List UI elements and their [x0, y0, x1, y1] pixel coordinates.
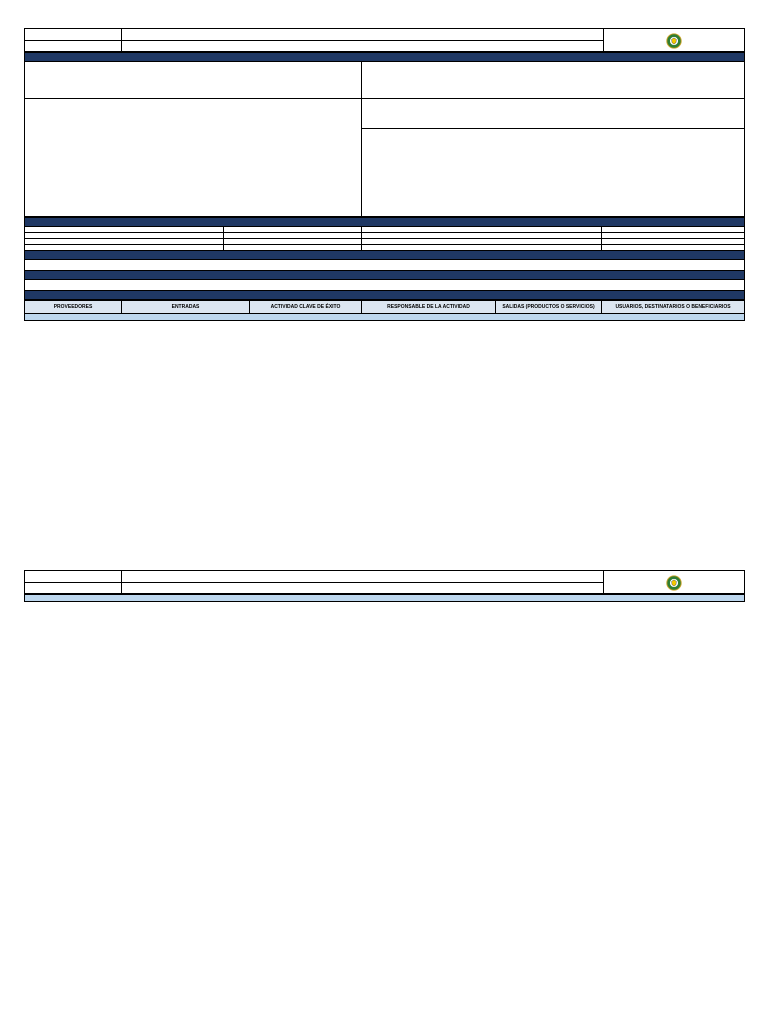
column-header: ACTIVIDAD CLAVE DE ÉXITO	[250, 301, 362, 314]
process-objective-cell	[362, 62, 745, 99]
doc-subtitle	[122, 40, 604, 52]
document-page-1	[24, 28, 744, 321]
header-table-2	[24, 570, 745, 594]
section-riesgos	[25, 271, 745, 280]
logo-cell-2	[604, 571, 745, 594]
strategic-objective-cell	[25, 62, 362, 99]
general-data-table	[24, 52, 745, 217]
services-table	[24, 217, 745, 300]
section-seguimiento	[25, 251, 745, 260]
police-shield-icon	[666, 575, 682, 591]
doc-code-2	[25, 571, 122, 583]
doc-code	[25, 29, 122, 41]
section-datos-generales	[25, 53, 745, 62]
doc-subtitle-2	[122, 582, 604, 594]
document-page-2	[24, 570, 744, 602]
column-header: SALIDAS (PRODUCTOS O SERVICIOS)	[496, 301, 602, 314]
riesgos-text	[25, 280, 745, 291]
doc-title	[122, 29, 604, 41]
section-actividades	[25, 291, 745, 300]
scope-cell	[362, 99, 745, 129]
phase-hacer	[25, 595, 745, 602]
activities-table-p1	[24, 300, 745, 321]
column-header: USUARIOS, DESTINATARIOS O BENEFICIARIOS	[602, 301, 745, 314]
phase-planear	[25, 314, 745, 321]
doc-title-2	[122, 571, 604, 583]
police-shield-icon	[666, 33, 682, 49]
clients-cell	[362, 129, 745, 217]
doc-meta-blank-2	[25, 582, 122, 594]
activities-table-p2	[24, 594, 745, 602]
column-header: RESPONSABLE DE LA ACTIVIDAD	[362, 301, 496, 314]
process-owners-cell	[25, 99, 362, 217]
column-header: PROVEEDORES	[25, 301, 122, 314]
seguimiento-text	[25, 260, 745, 271]
doc-meta-blank	[25, 40, 122, 52]
logo-cell	[604, 29, 745, 52]
section-servicios	[25, 218, 745, 227]
column-header: ENTRADAS	[122, 301, 250, 314]
header-table	[24, 28, 745, 52]
